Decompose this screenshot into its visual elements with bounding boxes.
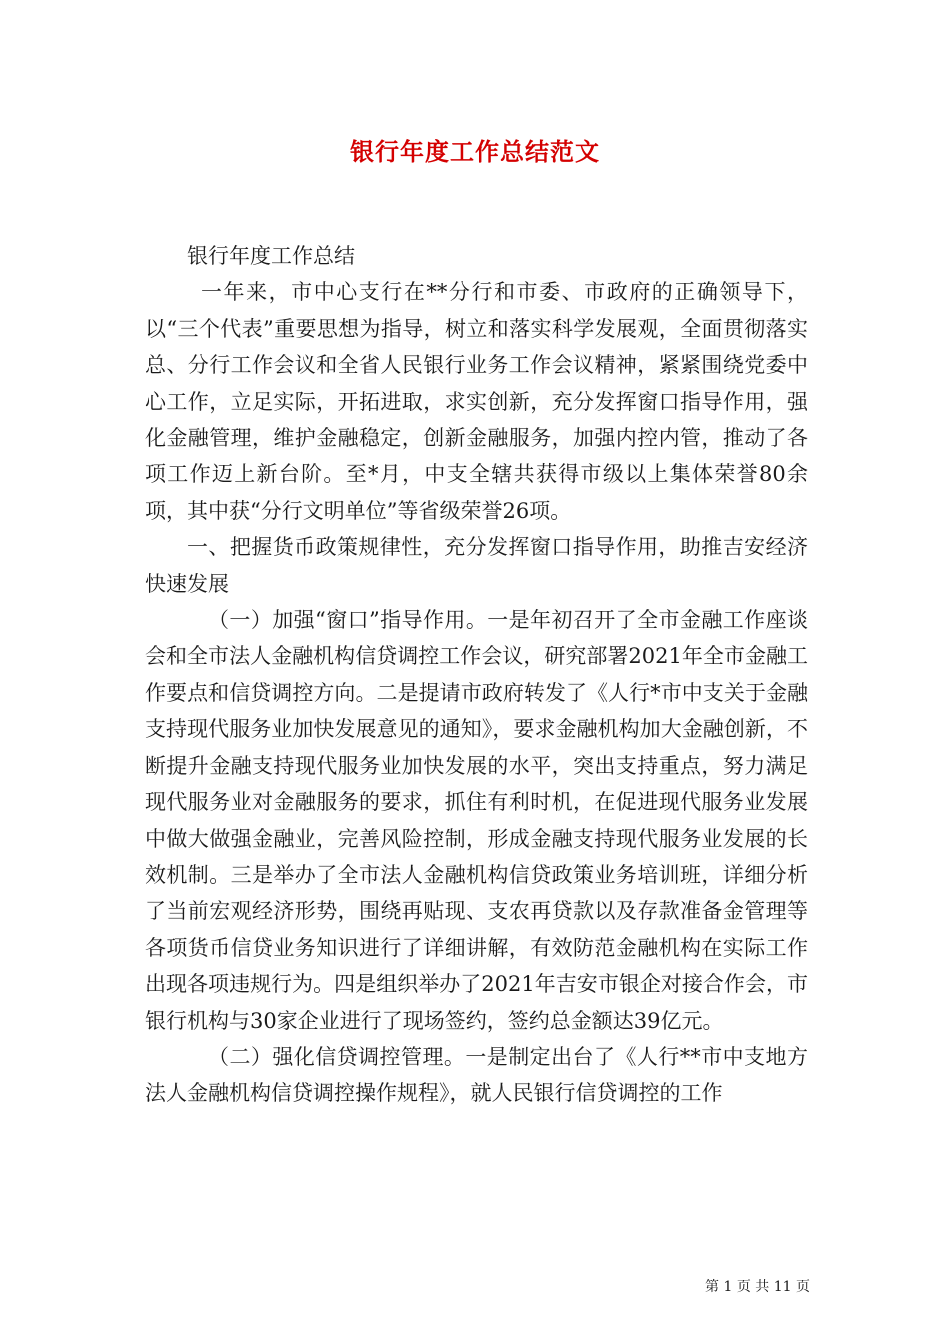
page-title: 银行年度工作总结范文 (350, 137, 600, 166)
body-paragraph: （二）强化信贷调控管理。一是制定出台了《人行**市中支地方法人金融机构信贷调控操作规程》，就人民银行信贷调控的工作 (145, 1044, 808, 1106)
subtitle-paragraph: 银行年度工作总结 (187, 244, 355, 268)
section-heading: 一、把握货币政策规律性，充分发挥窗口指导作用，助推吉安经济快速发展 (145, 535, 808, 596)
body-paragraph: （一）加强“窗口”指导作用。一是年初召开了全市金融工作座谈会和全市法人金融机构信贷调控工作会议，研究部署2021年全市金融工作要点和信贷调控方向。二是提请市政府转发了《人行*市中支关于金融支持现代服务业加快发展意见的通知》，要求金融机构加大金融创新，不断提升金融支持现代服务业加快发展的水平，突出支持重点，努力满足现代服务业对金融服务的要求，抓住有利时机，在促进现代服务业发展中做大做强金融业，完善风险控制，形成金融支持现代服务业发展的长效机制。三是举办了全市法人金融机构信贷政策业务培训班，详细分析了当前宏观经济形势，围绕再贴现、支农再贷款以及存款准备金管理等各项货币信贷业务知识进行了详细讲解，有效防范金融机构在实际工作出现各项违规行为。四是组织举办了2021年吉安市银企对接合作会，市银行机构与30家企业进行了现场签约，签约总金额达39亿元。 (145, 608, 808, 1033)
document-body (145, 238, 808, 1112)
body-paragraph: 一年来，市中心支行在**分行和市委、市政府的正确领导下，以“三个代表”重要思想为指导，树立和落实科学发展观，全面贯彻落实总、分行工作会议和全省人民银行业务工作会议精神，紧紧围绕党委中心工作，立足实际，开拓进取，求实创新，充分发挥窗口指导作用，强化金融管理，维护金融稳定，创新金融服务，加强内控内管，推动了各项工作迈上新台阶。至*月，中支全辖共获得市级以上集体荣誉80余项，其中获“分行文明单位”等省级荣誉26项。 (145, 280, 808, 523)
page-number: 第 1 页 共 11 页 (705, 1279, 810, 1295)
